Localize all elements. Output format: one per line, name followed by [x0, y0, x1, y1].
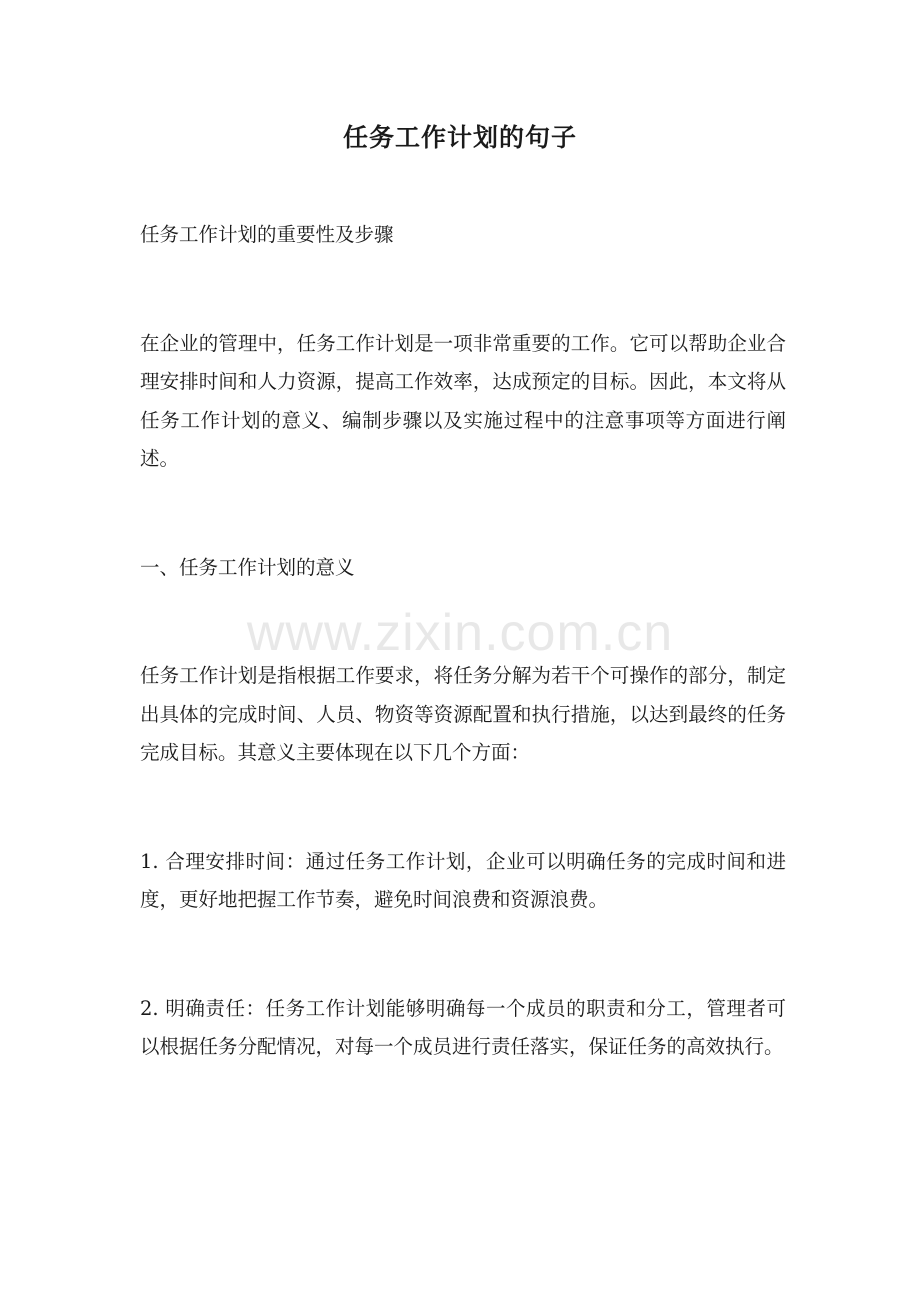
- subtitle: 任务工作计划的重要性及步骤: [140, 223, 394, 246]
- document-body: [140, 216, 786, 1067]
- intro-paragraph: 在企业的管理中，任务工作计划是一项非常重要的工作。它可以帮助企业合理安排时间和人力资源，提高工作效率，达成预定的目标。因此，本文将从任务工作计划的意义、编制步骤以及实施过程中的注意事项等方面进行阐述。: [140, 331, 786, 470]
- section1-paragraph: 任务工作计划是指根据工作要求，将任务分解为若干个可操作的部分，制定出具体的完成时间、人员、物资等资源配置和执行措施，以达到最终的任务完成目标。其意义主要体现在以下几个方面：: [140, 664, 786, 764]
- point1-paragraph: 1. 合理安排时间：通过任务工作计划，企业可以明确任务的完成时间和进度，更好地把握工作节奏，避免时间浪费和资源浪费。: [140, 849, 786, 911]
- section1-heading: 一、任务工作计划的意义: [140, 555, 355, 579]
- document-title: 任务工作计划的句子: [342, 123, 577, 152]
- point2-paragraph: 2. 明确责任：任务工作计划能够明确每一个成员的职责和分工，管理者可以根据任务分配情况，对每一个成员进行责任落实，保证任务的高效执行。: [140, 996, 786, 1058]
- watermark: www.zixin.com.cn: [246, 604, 674, 662]
